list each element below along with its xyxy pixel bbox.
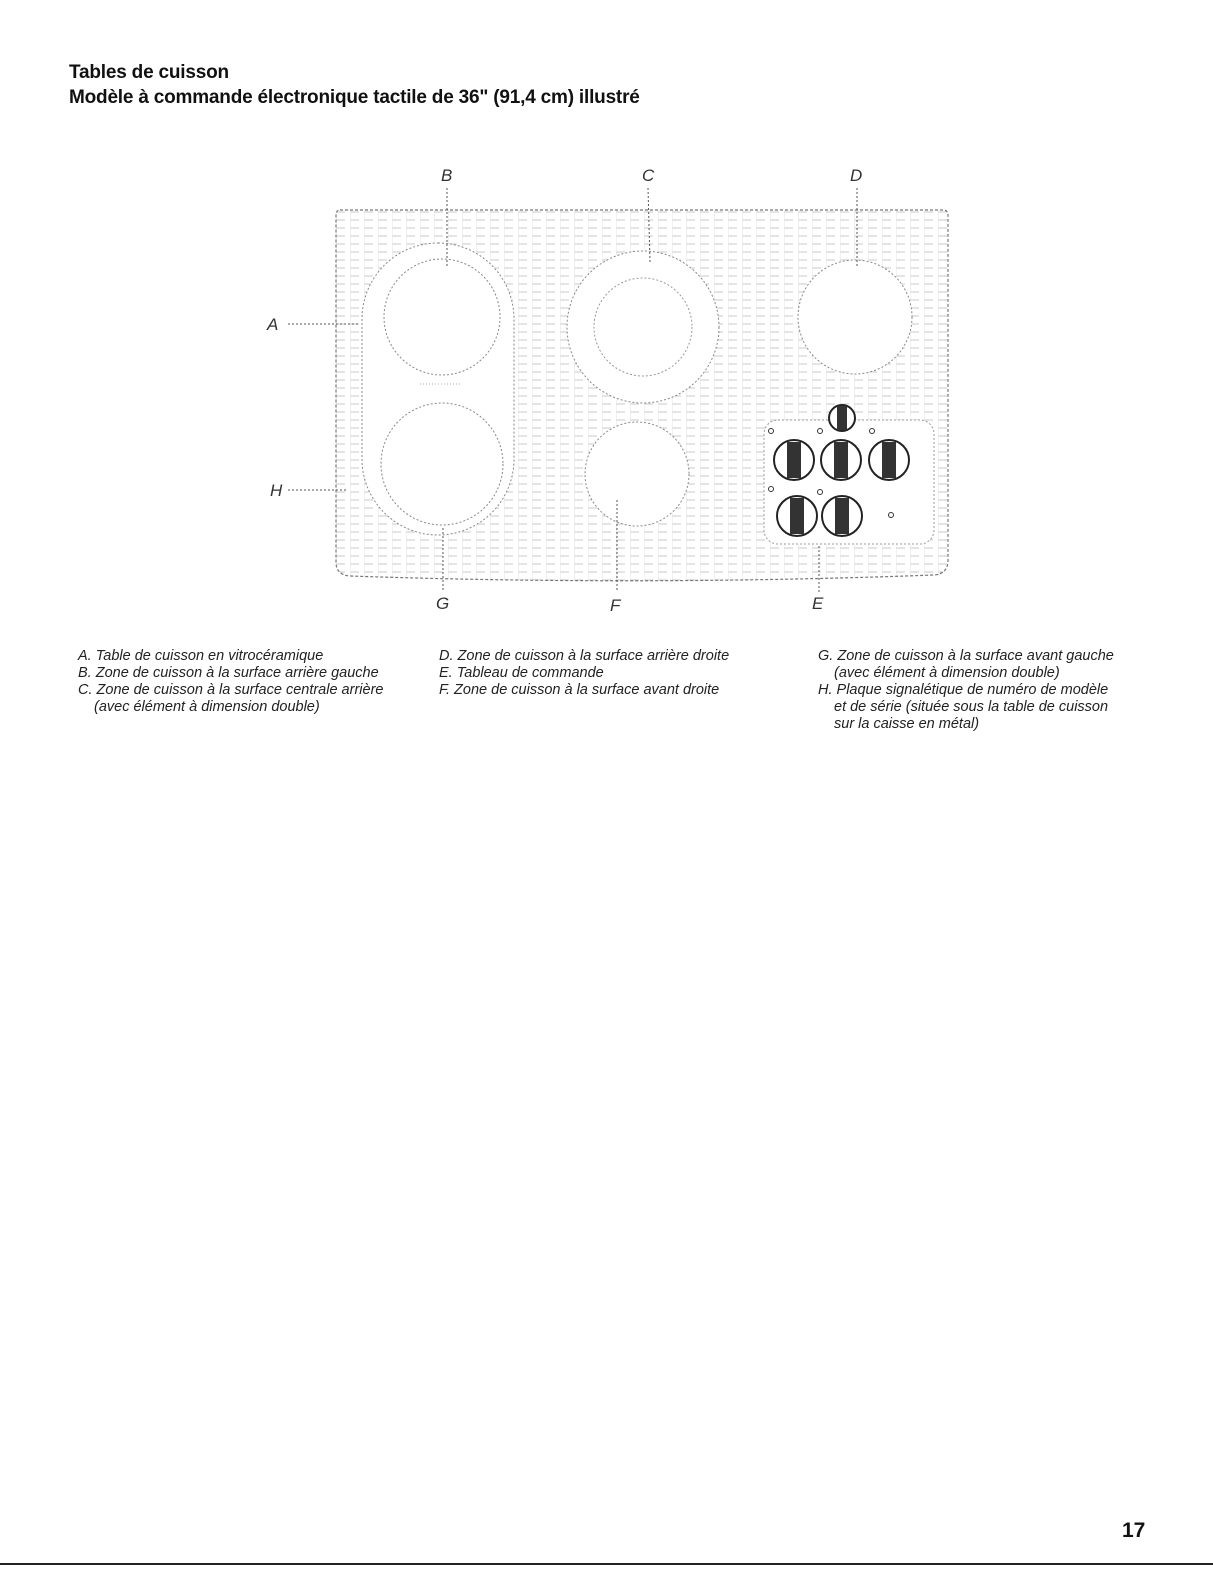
section-subtitle: Modèle à commande électronique tactile de 36" (91,4 cm) illustré <box>69 87 640 108</box>
label-d: D <box>850 166 863 185</box>
section-title: Tables de cuisson <box>69 62 229 83</box>
cooktop-diagram <box>0 0 1213 640</box>
legend-column-3 <box>818 648 1114 733</box>
label-b: B <box>441 166 453 185</box>
control-knob <box>822 496 862 536</box>
legend-item-b: B. Zone de cuisson à la surface arrière gauche <box>78 665 379 681</box>
label-f: F <box>610 596 621 615</box>
legend-item-g: G. Zone de cuisson à la surface avant gauche <box>818 648 1114 664</box>
control-knob <box>774 440 814 480</box>
legend-item-c-cont: (avec élément à dimension double) <box>94 699 320 715</box>
legend-item-a: A. Table de cuisson en vitrocéramique <box>78 648 324 664</box>
label-e: E <box>812 594 824 613</box>
control-knob <box>821 440 861 480</box>
legend-item-h-cont: sur la caisse en métal) <box>834 716 980 732</box>
label-c: C <box>642 166 655 185</box>
left-bridge-zone <box>362 243 514 535</box>
control-knob <box>869 440 909 480</box>
center-rear-zone <box>567 251 719 403</box>
control-knob <box>777 496 817 536</box>
footer-rule <box>0 1563 1213 1565</box>
legend-item-h-cont: et de série (située sous la table de cuisson <box>834 699 1109 715</box>
legend-item-f: F. Zone de cuisson à la surface avant droite <box>439 682 720 698</box>
right-front-zone <box>585 422 689 526</box>
control-knob <box>829 405 855 431</box>
legend-item-d: D. Zone de cuisson à la surface arrière droite <box>439 648 730 664</box>
page-number: 17 <box>1122 1519 1146 1542</box>
label-a: A <box>267 315 279 334</box>
legend-column-2 <box>439 648 729 699</box>
control-panel <box>764 405 934 544</box>
right-rear-zone <box>798 260 912 374</box>
legend-item-c: C. Zone de cuisson à la surface centrale arrière <box>78 682 384 698</box>
label-h: H <box>270 481 283 500</box>
label-g: G <box>436 594 450 613</box>
legend-item-e: E. Tableau de commande <box>439 665 604 681</box>
legend-item-h: H. Plaque signalétique de numéro de modèle <box>818 682 1109 698</box>
legend-column-1 <box>78 648 383 716</box>
legend-item-g-cont: (avec élément à dimension double) <box>834 665 1060 681</box>
